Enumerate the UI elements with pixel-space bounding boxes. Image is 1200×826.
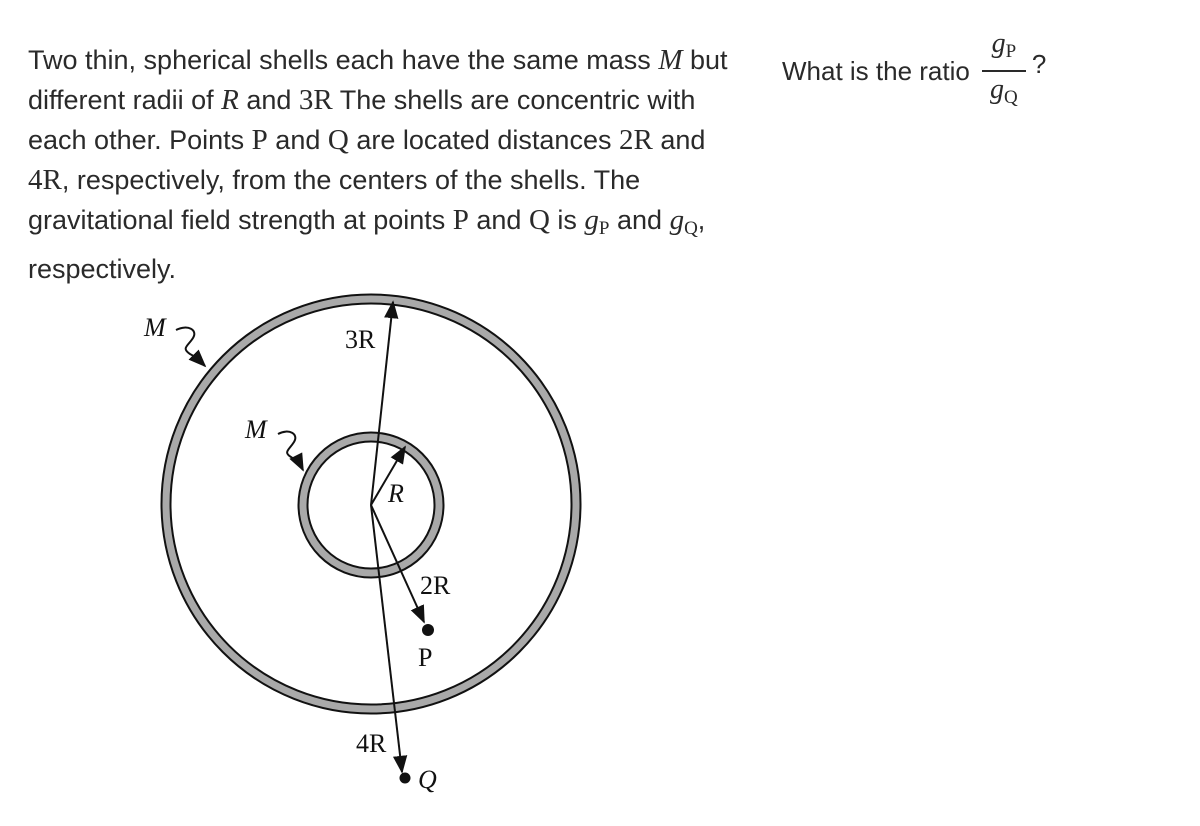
text-seg: Two thin, spherical shells each have the same mass: [28, 45, 659, 75]
g-sub-q: Q: [1003, 86, 1018, 108]
question-mark: ?: [1031, 48, 1047, 79]
g-symbol: g: [669, 204, 685, 236]
label-q: Q: [418, 765, 437, 794]
label-r: R: [388, 479, 404, 508]
point-q-dot: [400, 773, 411, 784]
g-symbol: g: [991, 28, 1006, 60]
squiggle-outer: [176, 328, 205, 366]
point-q: Q: [528, 204, 550, 236]
point-p-dot: [422, 624, 434, 636]
distance-q: 4R: [28, 164, 62, 196]
point-q: Q: [327, 124, 349, 156]
label-m-outer: M: [144, 313, 166, 342]
label-p: P: [418, 643, 433, 672]
label-m-inner: M: [245, 415, 267, 444]
squiggle-inner: [278, 432, 303, 470]
text-seg: are located distances: [348, 125, 619, 155]
radius-inner: R: [221, 84, 239, 116]
text-seg: and: [238, 85, 299, 115]
point-p: P: [452, 204, 469, 236]
text-seg: and: [267, 125, 328, 155]
text-seg: and: [468, 205, 529, 235]
point-p: P: [251, 124, 268, 156]
g-symbol: g: [584, 204, 599, 236]
text-seg: , respectively, from the centers of the shells. The gravitational field strength at points: [28, 165, 641, 235]
text-seg: , respectively.: [28, 205, 706, 284]
mass-symbol: M: [658, 44, 683, 76]
label-4r: 4R: [356, 729, 387, 758]
g-sub-p: P: [1005, 41, 1017, 63]
arrow-2r: [371, 505, 424, 622]
radius-outer-value: 3R: [298, 84, 333, 116]
text-seg: is: [549, 205, 585, 235]
g-sub-p: P: [598, 218, 610, 239]
text-seg: The shells are concentric with each other. Points: [28, 85, 696, 155]
label-2r: 2R: [420, 571, 451, 600]
text-seg: and: [652, 125, 706, 155]
text-seg: and: [609, 205, 670, 235]
g-sub-q: Q: [684, 218, 698, 239]
distance-p: 2R: [618, 124, 653, 156]
g-symbol: g: [989, 73, 1004, 105]
question-text: What is the ratio: [782, 55, 970, 86]
text-seg: but different radii of: [28, 45, 728, 115]
label-3r: 3R: [345, 325, 376, 354]
